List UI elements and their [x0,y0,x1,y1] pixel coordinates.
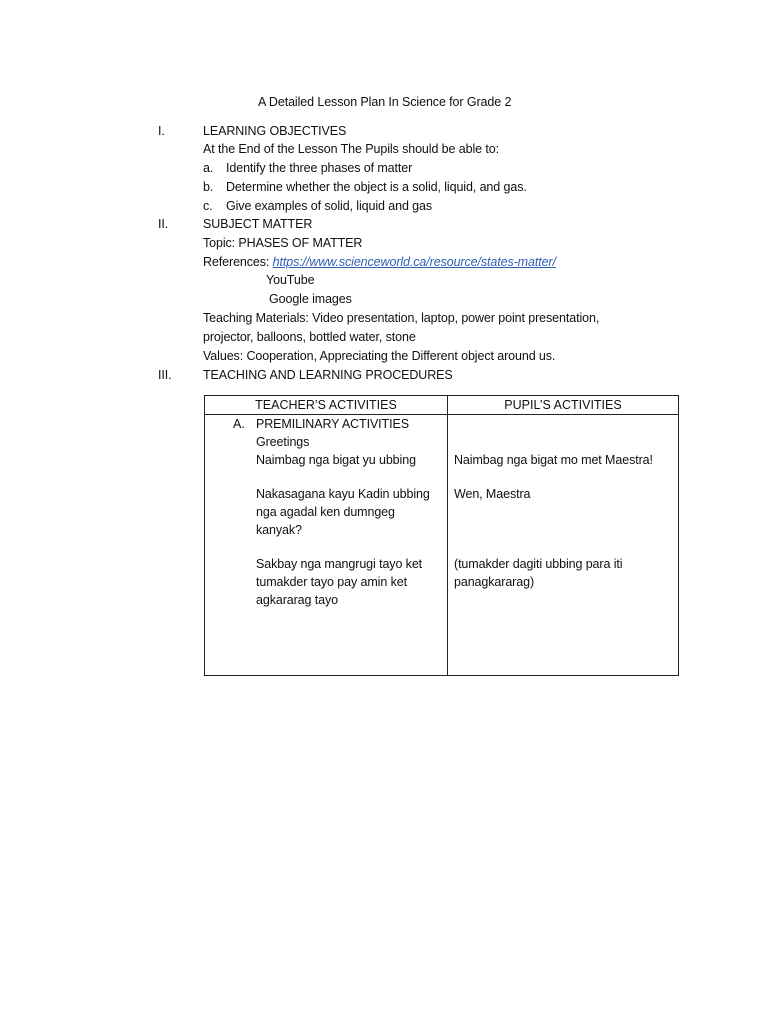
pupil-activities-header: PUPIL’S ACTIVITIES [448,396,679,415]
procedures-table [204,395,679,676]
pupil-activities-cell [448,415,679,676]
topic-line: Topic: PHASES OF MATTER [203,236,363,250]
objective-a-marker: a. [203,161,214,175]
reference-youtube: YouTube [266,273,315,287]
teacher-q1-line-3: kanyak? [256,523,302,537]
objective-a-text: Identify the three phases of matter [226,161,413,175]
references-link[interactable]: https://www.scienceworld.ca/resource/states-matter/ [272,255,556,269]
references-label: References: [203,255,270,269]
section-3-number: III. [158,368,172,382]
materials-line-1: Teaching Materials: Video presentation, laptop, power point presentation, [203,311,600,325]
section-3-heading: TEACHING AND LEARNING PROCEDURES [203,368,453,382]
objective-b-text: Determine whether the object is a solid, liquid, and gas. [226,180,527,194]
references-line [203,254,556,270]
section-2-heading: SUBJECT MATTER [203,217,313,231]
objective-c-marker: c. [203,199,213,213]
greetings-label: Greetings [256,435,310,449]
pupil-response-1: Naimbag nga bigat mo met Maestra! [454,453,653,467]
objective-b-marker: b. [203,180,214,194]
pupil-response-2: Wen, Maestra [454,487,531,501]
values-line: Values: Cooperation, Appreciating the Different object around us. [203,349,556,363]
document-title: A Detailed Lesson Plan In Science for Grade 2 [258,95,512,109]
teacher-q1-line-1: Nakasagana kayu Kadin ubbing [256,487,430,501]
section-1-heading: LEARNING OBJECTIVES [203,124,347,138]
teacher-activities-cell [205,415,448,676]
reference-google-images: Google images [269,292,352,306]
objective-c-text: Give examples of solid, liquid and gas [226,199,433,213]
teacher-q2-line-2: tumakder tayo pay amin ket [256,575,407,589]
activity-marker: A. [233,417,245,431]
teacher-q2-line-3: agkararag tayo [256,593,338,607]
pupil-response-3-line-2: panagkararag) [454,575,535,589]
teacher-q2-line-1: Sakbay nga mangrugi tayo ket [256,557,423,571]
section-2-number: II. [158,217,169,231]
teacher-activities-header: TEACHER’S ACTIVITIES [205,396,448,415]
section-1-number: I. [158,124,165,138]
pupil-response-3-line-1: (tumakder dagiti ubbing para iti [454,557,623,571]
teacher-greeting: Naimbag nga bigat yu ubbing [256,453,416,467]
teacher-q1-line-2: nga agadal ken dumngeg [256,505,395,519]
activity-heading: PREMILINARY ACTIVITIES [256,417,409,431]
objectives-intro: At the End of the Lesson The Pupils should be able to: [203,142,499,156]
materials-line-2: projector, balloons, bottled water, stone [203,330,416,344]
